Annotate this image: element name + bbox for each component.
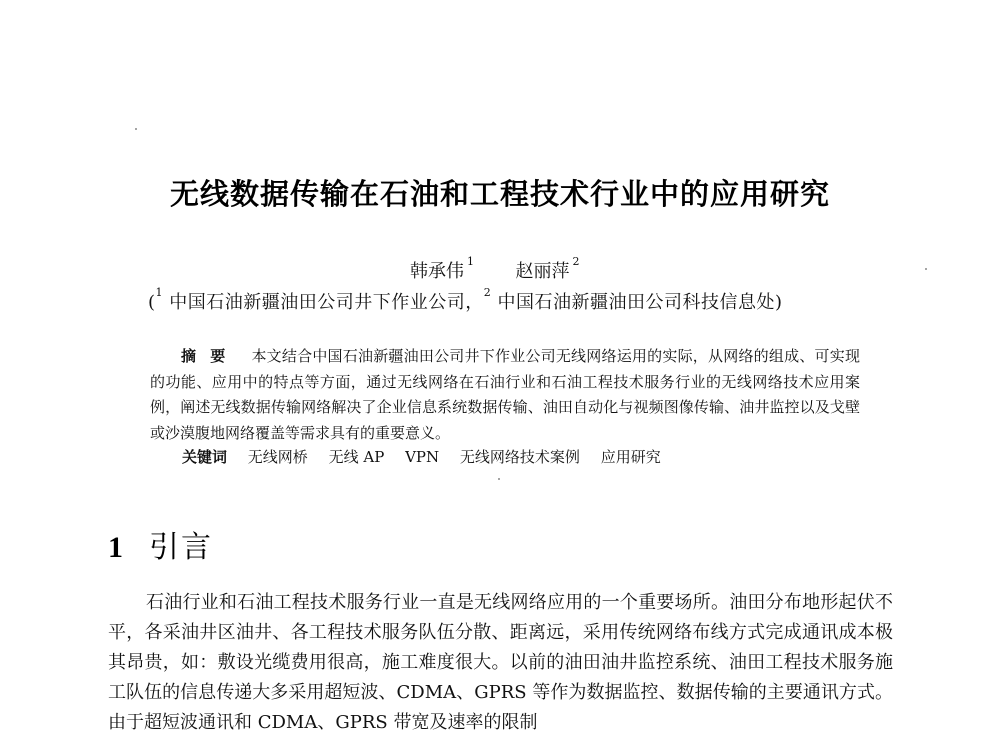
- abstract-label: 摘要: [181, 347, 240, 365]
- affiliation-org: 中国石油新疆油田公司科技信息处): [491, 292, 783, 313]
- keyword: 应用研究: [600, 448, 661, 466]
- affiliation-open: (: [148, 292, 156, 313]
- author-mark: 2: [572, 255, 580, 268]
- section-heading: [108, 522, 213, 566]
- scan-speck: [498, 478, 500, 480]
- author-line: [410, 257, 579, 283]
- abstract-block: [150, 344, 860, 446]
- affiliation-mark: 1: [155, 286, 164, 299]
- keywords-line: [182, 446, 677, 467]
- author-mark: 1: [467, 255, 474, 268]
- body-paragraph: 石油行业和石油工程技术服务行业一直是无线网络应用的一个重要场所。油田分布地形起伏不平，各采油井区油井、各工程技术服务队伍分散、距离远，采用传统网络布线方式完成通讯成本极其昂贵，如：敷设光缆费用很高，施工难度很大。以前的油田油井监控系统、油田工程技术服务施工队伍的信息传递大多采用超短波、CDMA、GPRS 等作为数据监控、数据传输的主要通讯方式。由于超短波通讯和 CDMA、GPRS 带宽及速率的限制: [108, 592, 893, 733]
- paper-title: 无线数据传输在石油和工程技术行业中的应用研究: [169, 177, 830, 211]
- author-name: 韩承伟: [410, 261, 464, 282]
- affiliation-line: [148, 288, 783, 314]
- scan-speck: [135, 128, 137, 130]
- body-text: [108, 588, 893, 738]
- keyword: VPN: [405, 448, 440, 466]
- author-name: 赵丽萍: [515, 261, 570, 282]
- keywords-label: 关键词: [182, 448, 228, 466]
- scan-speck: [925, 268, 927, 270]
- affiliation-mark: 2: [483, 286, 492, 299]
- keyword: 无线 AP: [328, 448, 385, 466]
- section-number: 1: [108, 531, 123, 564]
- keyword: 无线网络技术案例: [459, 448, 580, 466]
- abstract-text: 本文结合中国石油新疆油田公司井下作业公司无线网络运用的实际，从网络的组成、可实现的功能、应用中的特点等方面，通过无线网络在石油行业和石油工程技术服务行业的无线网络技术应用案例，阐述无线数据传输网络解决了企业信息系统数据传输、油田自动化与视频图像传输、油井监控以及戈壁或沙漠腹地网络覆盖等需求具有的重要意义。: [150, 347, 860, 442]
- section-title: 引言: [149, 530, 213, 565]
- keyword: 无线网桥: [247, 448, 308, 466]
- affiliation-org: 中国石油新疆油田公司井下作业公司，: [163, 292, 484, 313]
